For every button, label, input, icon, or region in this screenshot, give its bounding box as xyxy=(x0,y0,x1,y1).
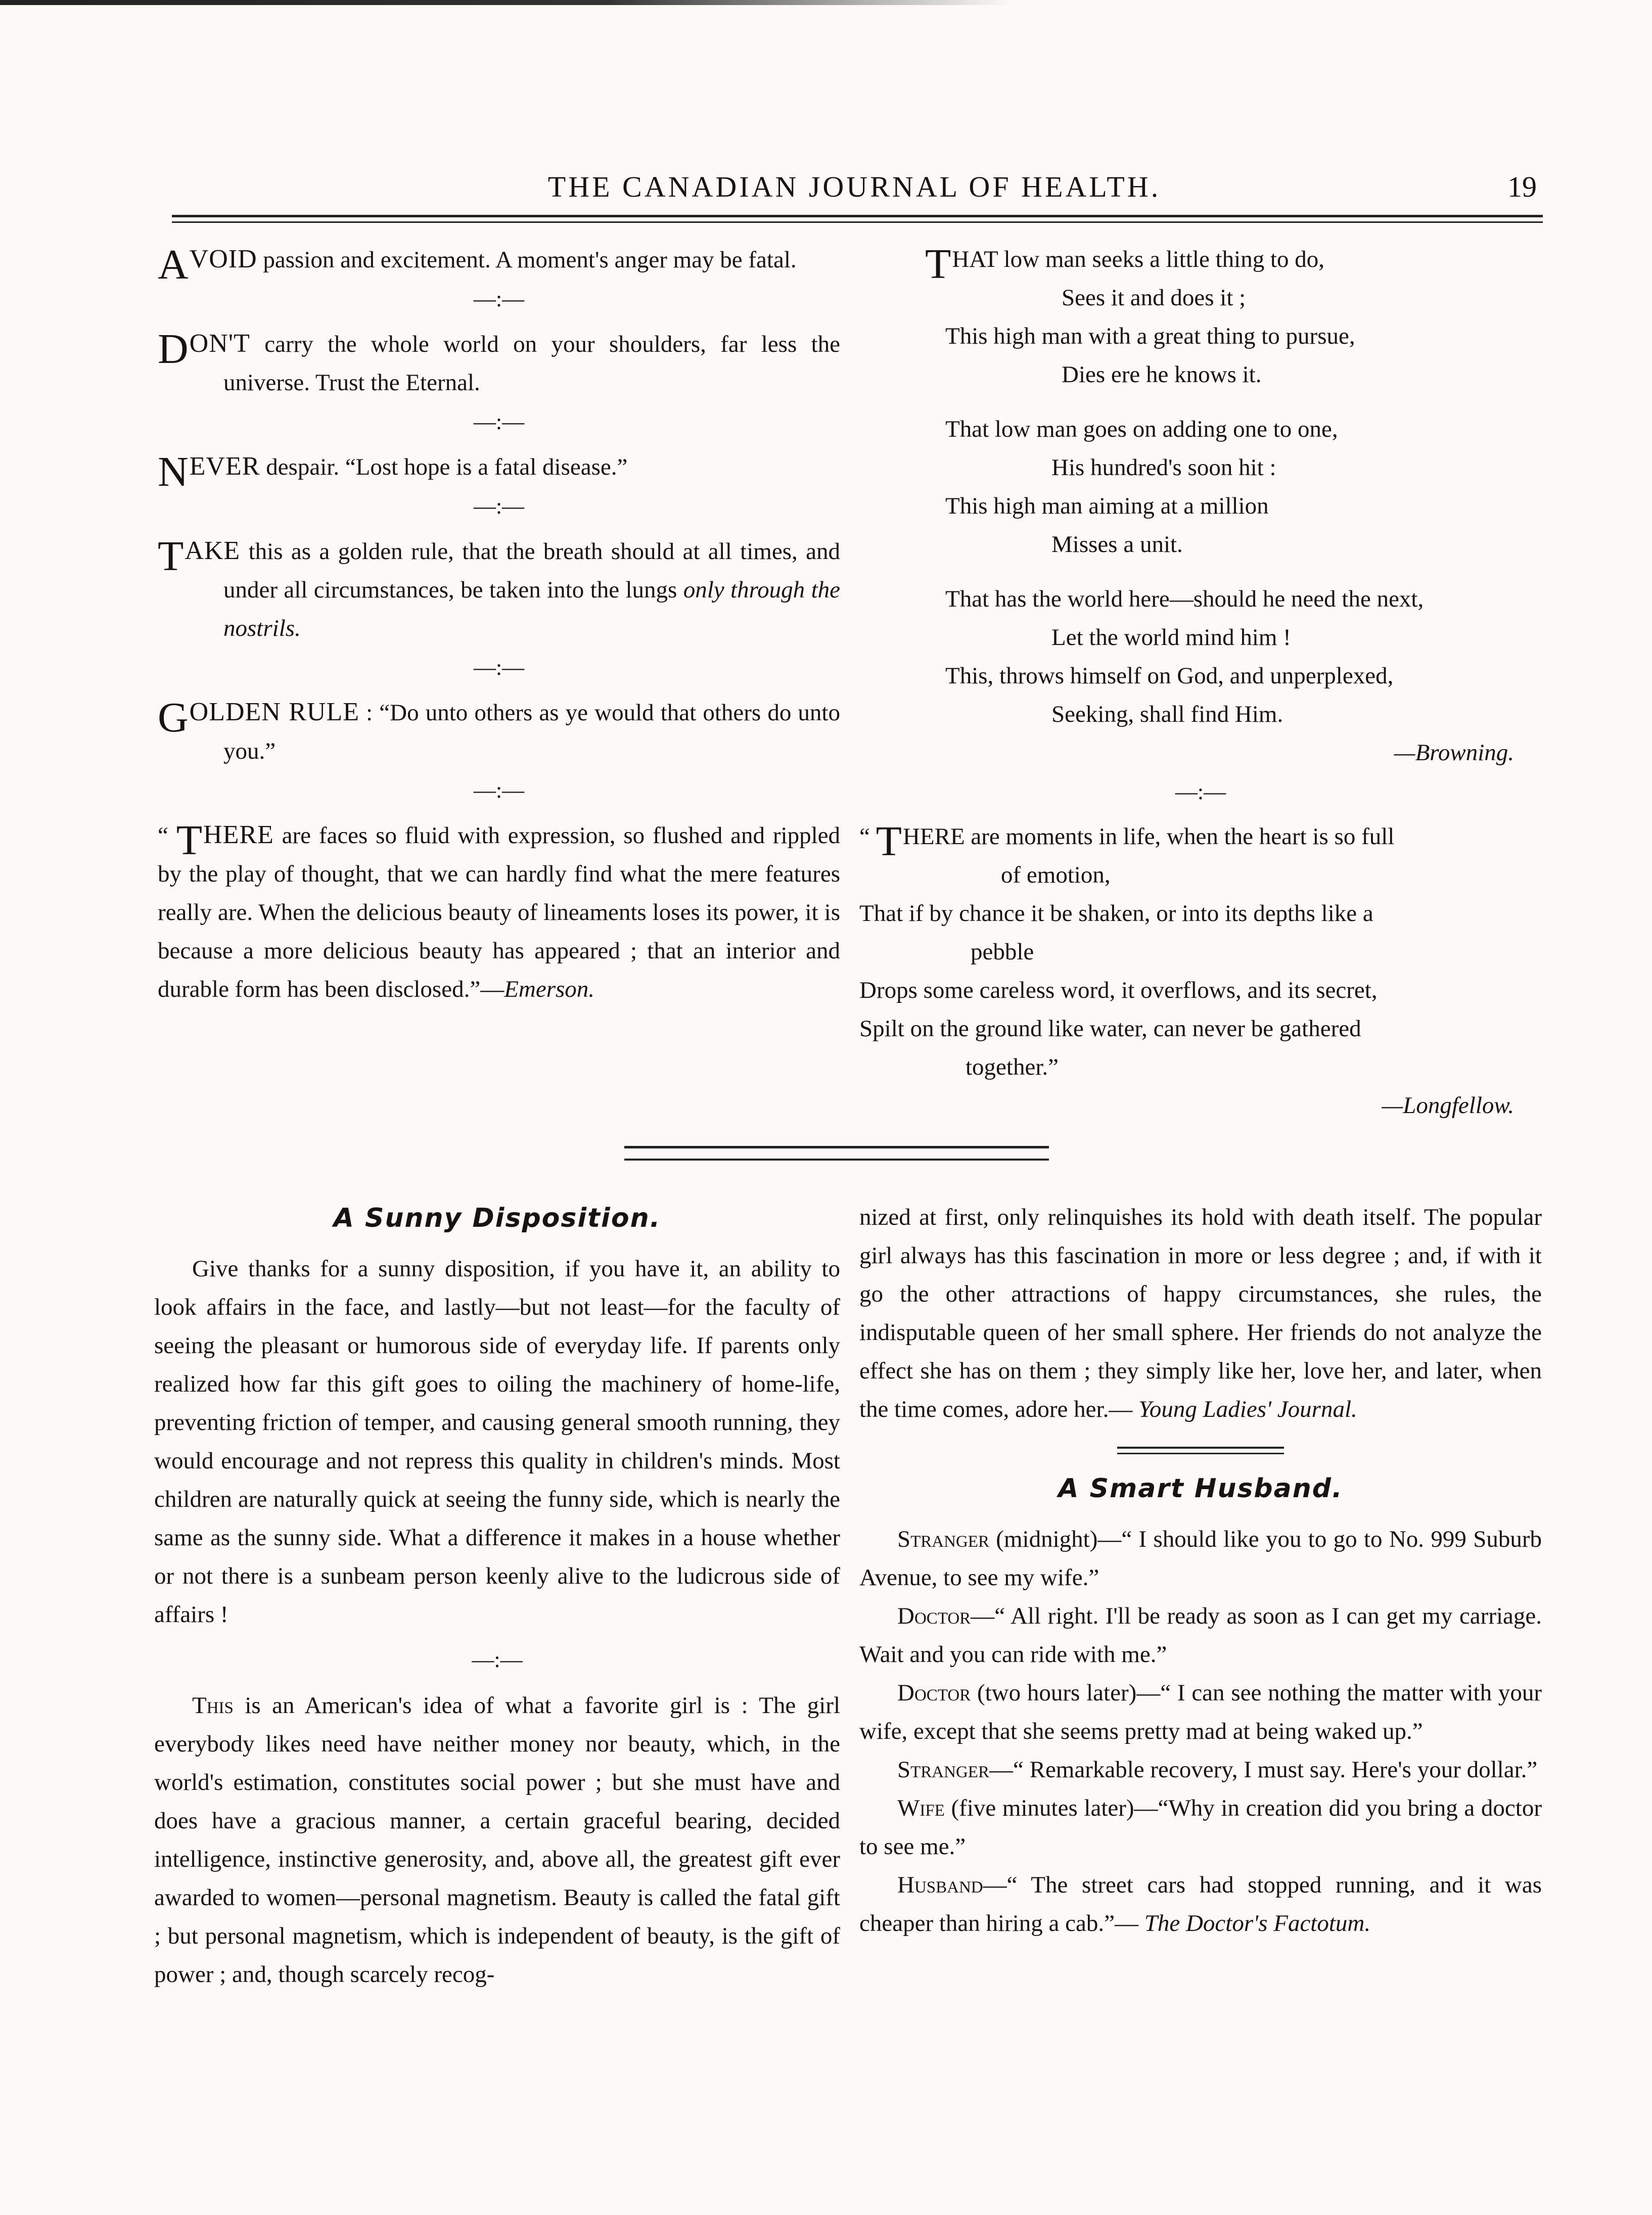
page-number: 19 xyxy=(1507,170,1537,203)
dialogue-line: Husband—“ The street cars had stopped running, and it was cheaper than hiring a cab.”— The Doctor's Factotum. xyxy=(859,1872,1542,1936)
right-poems-column xyxy=(859,240,1542,1125)
section-divider-small xyxy=(1117,1447,1284,1454)
dialogue-line: Wife (five minutes later)—“Why in creation did you bring a doctor to see me.” xyxy=(859,1795,1542,1860)
young-ladies-source: Young Ladies' Journal. xyxy=(1138,1396,1357,1422)
page-header xyxy=(172,167,1537,207)
left-maxims-column xyxy=(158,240,840,1008)
separator: —:— xyxy=(472,1647,523,1672)
doctors-factotum-source: The Doctor's Factotum. xyxy=(1144,1910,1371,1936)
poem-browning: THAT low man seeks a little thing to do, Sees it and does it ; This high man with a great thing to pursue, Dies ere he knows it. That low man goes on adding one to one, His hundred's soon hit : This high man aiming at a million Misses a unit. That has the world here—should he need the next, Let the world mind him ! This, throws himself on God, and unperplexed, Seeking, shall find Him. —Browning. xyxy=(859,240,1542,772)
separator: —:— xyxy=(473,494,525,519)
sunny-paragraph: Give thanks for a sunny disposition, if you have it, an ability to look affairs in the face, and lastly—but not least—for the faculty of seeing the pleasant or humorous side of everyday life. If parents only realized how far this gift goes to oiling the machinery of home-life, preventing friction of temper, and causing general smooth running, they would encourage and not repress this quality in children's minds. Most children are naturally quick at seeing the funny side, which is nearly the same as the sunny side. What a difference it makes in a house whether or not there is a sunbeam person keenly alive to the ludicrous side of affairs ! xyxy=(154,1256,840,1628)
separator: —:— xyxy=(473,409,525,434)
maxim-golden-rule: GOLDEN RULE : “Do unto others as ye would that others do unto you.” xyxy=(158,694,840,764)
poem-longfellow: “ THERE are moments in life, when the heart is so full of emotion, That if by chance it be shaken, or into its depths like a pebble Drops some careless word, it overflows, and its secret, Spilt on the ground like water, can never be gathered together.” —Longfellow. xyxy=(859,817,1542,1125)
maxim-avoid: AVOID passion and excitement. A moment's anger may be fatal. xyxy=(158,241,797,288)
smart-husband-column xyxy=(859,1198,1542,1943)
dialogue-line: Doctor (two hours later)—“ I can see nothing the matter with your wife, except that she seems pretty mad at being waked up.” xyxy=(859,1680,1542,1744)
separator: —:— xyxy=(473,287,525,311)
maxim-dont: DON'T carry the whole world on your shoulders, far less the universe. Trust the Eternal. xyxy=(158,326,840,396)
separator: —:— xyxy=(473,778,525,803)
maxim-never: NEVER despair. “Lost hope is a fatal disease.” xyxy=(158,448,628,495)
quote-emerson: “ THERE are faces so fluid with expression, so flushed and rippled by the play of thought, that we can hardly find what the mere features really are. When the delicious beauty of lineaments loses its power, it is because a more delicious beauty has appeared ; that an interior and durable form has been disclosed.”—Emerson. xyxy=(158,817,840,1002)
sunny-disposition-column xyxy=(154,1198,840,1994)
maxim-take: TAKE this as a golden rule, that the breath should at all times, and under all circumstances, be taken into the lungs only through the nostrils. xyxy=(158,533,840,641)
favorite-girl-paragraph: This is an American's idea of what a favorite girl is : The girl everybody likes need have neither money nor beauty, which, in the world's estimation, constitutes social power ; but she must have and does have a gracious manner, a certain graceful bearing, decided intelligence, instinctive generosity, and, above all, the greatest gift ever awarded to women—personal magnetism. Beauty is called the fatal gift ; but personal magnetism, which is independent of beauty, is the gift of power ; and, though scarcely recog- xyxy=(154,1692,840,1988)
scan-edge-mark xyxy=(0,0,1011,5)
dialogue-line: Doctor—“ All right. I'll be ready as soon as I can get my carriage. Wait and you can ride with me.” xyxy=(859,1603,1542,1668)
dialogue-line: Stranger—“ Remarkable recovery, I must say. Here's your dollar.” xyxy=(897,1757,1538,1783)
section-title-sunny: A Sunny Disposition. xyxy=(333,1203,661,1233)
emerson-attribution: Emerson. xyxy=(504,976,595,1002)
header-rule xyxy=(172,215,1543,223)
separator: —:— xyxy=(1175,779,1226,804)
section-title-husband: A Smart Husband. xyxy=(1058,1473,1343,1504)
section-divider xyxy=(624,1146,1049,1161)
dialogue-line: Stranger (midnight)—“ I should like you to go to No. 999 Suburb Avenue, to see my wife.” xyxy=(859,1526,1542,1591)
favorite-girl-continued: nized at first, only relinquishes its hold with death itself. The popular girl always has this fascination in more or less degree ; and, if with it go the other attractions of happy circumstances, she rules, the indisputable queen of her small sphere. Her friends do not analyze the effect she has on them ; they simply like her, love her, and later, when the time comes, adore her.— Young Ladies' Journal. xyxy=(859,1204,1542,1422)
journal-title: THE CANADIAN JOURNAL OF HEALTH. xyxy=(547,170,1161,203)
separator: —:— xyxy=(473,655,525,680)
browning-attribution: —Browning. xyxy=(1394,740,1514,766)
longfellow-attribution: —Longfellow. xyxy=(1382,1092,1514,1119)
